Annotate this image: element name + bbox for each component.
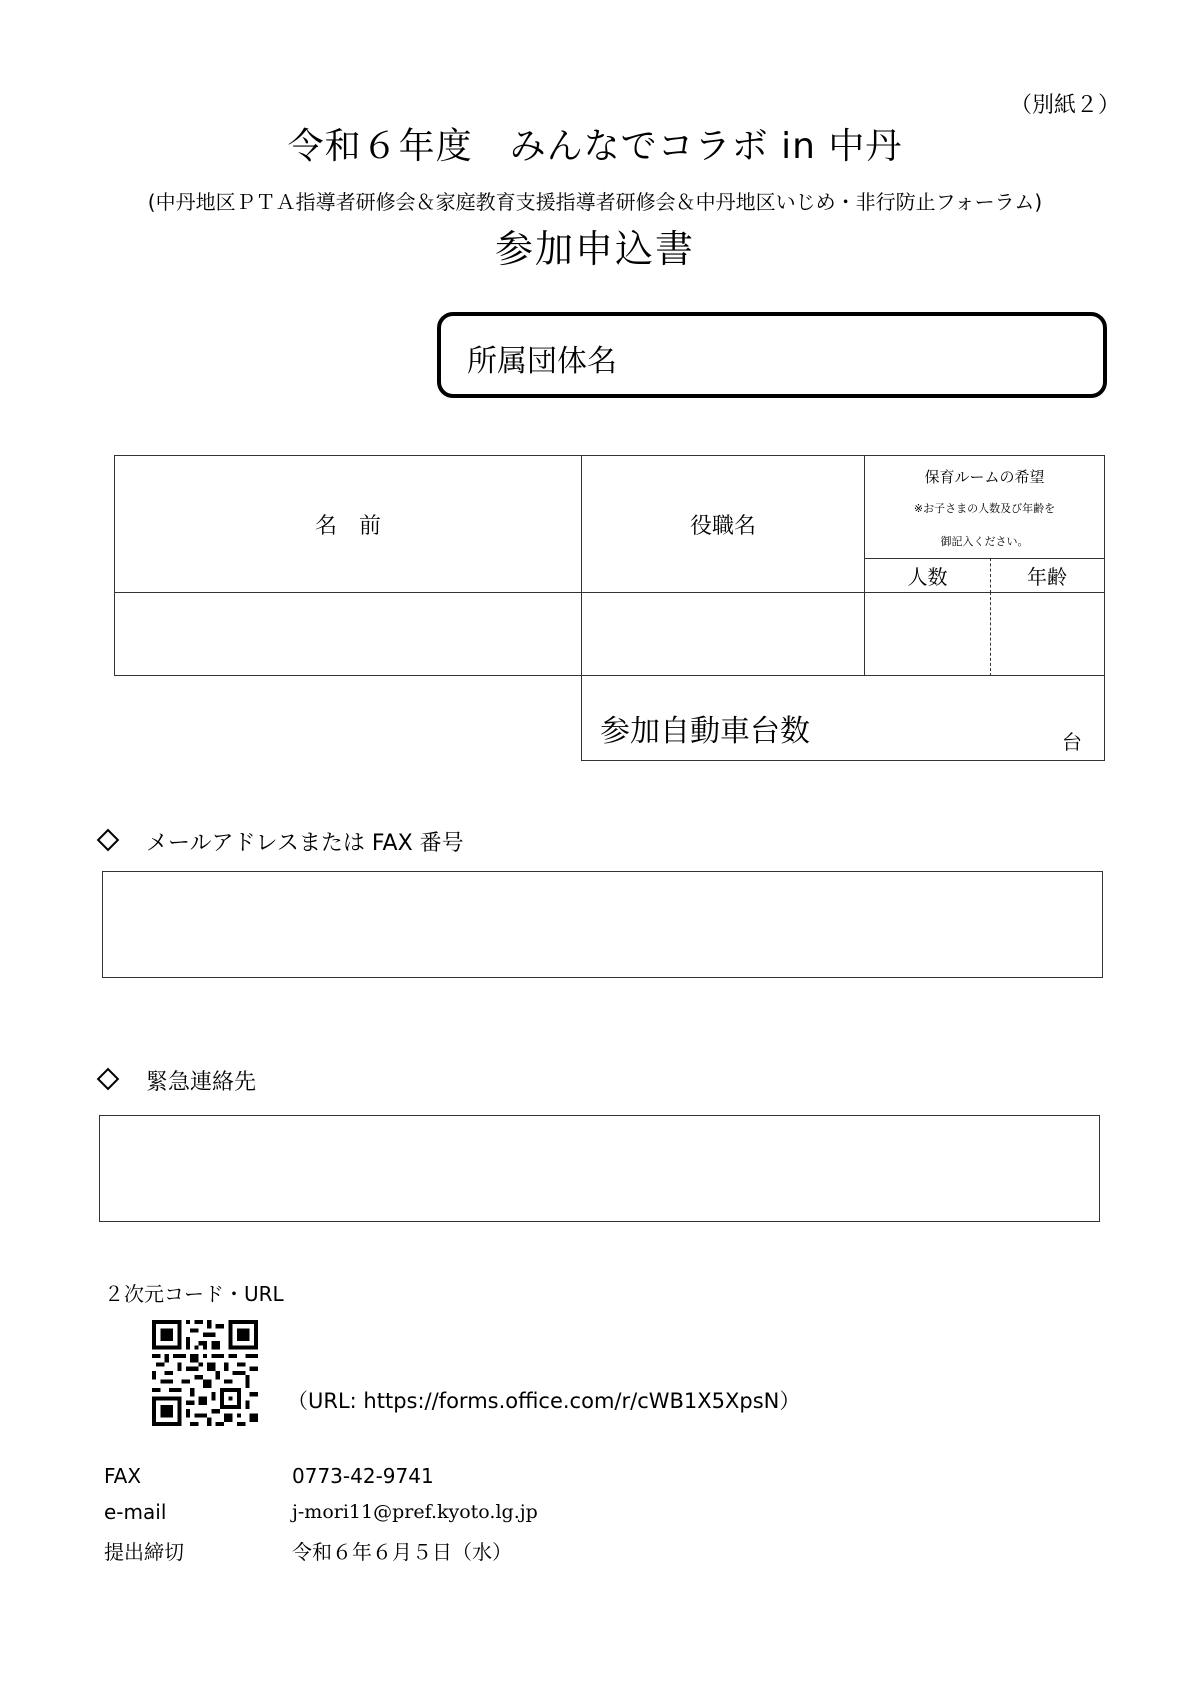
organization-label: 所属団体名 xyxy=(467,344,617,379)
organization-field[interactable] xyxy=(437,312,1107,398)
count-header-cell xyxy=(864,558,991,593)
name-input-cell[interactable] xyxy=(114,592,582,676)
emergency-input-box[interactable] xyxy=(99,1115,1100,1222)
position-header: 役職名 xyxy=(689,513,756,539)
position-header-cell xyxy=(581,455,865,593)
fax-label: FAX xyxy=(104,1464,142,1488)
child-count-input-cell[interactable] xyxy=(864,592,991,676)
page-subtitle: (中丹地区ＰＴＡ指導者研修会＆家庭教育支援指導者研修会＆中丹地区いじめ・非行防止フォーラム) xyxy=(147,190,1043,214)
contact-label: メールアドレスまたは FAX 番号 xyxy=(146,831,464,856)
car-count-field[interactable] xyxy=(581,675,1105,761)
diamond-icon xyxy=(97,829,120,852)
qr-code-icon[interactable] xyxy=(152,1320,258,1426)
nursery-header-cell xyxy=(864,455,1105,559)
age-header-cell xyxy=(990,558,1105,593)
deadline-label: 提出締切 xyxy=(104,1540,184,1564)
age-header: 年齢 xyxy=(1027,565,1067,589)
fax-value: 0773-42-9741 xyxy=(292,1464,434,1488)
child-age-input-cell[interactable] xyxy=(990,592,1105,676)
nursery-note-line1: ※お子さまの人数及び年齢を xyxy=(913,502,1056,515)
position-input-cell[interactable] xyxy=(581,592,865,676)
page-title: 令和６年度 みんなでコラボ in 中丹 xyxy=(287,126,903,167)
emergency-section-heading xyxy=(100,1065,256,1096)
nursery-title: 保育ルームの希望 xyxy=(924,468,1045,486)
contact-section-heading xyxy=(100,826,464,857)
deadline-value: 令和６年６月５日（水） xyxy=(292,1540,512,1564)
qr-section-label: ２次元コード・URL xyxy=(104,1282,284,1306)
email-label: e-mail xyxy=(104,1500,167,1524)
diamond-icon xyxy=(97,1068,120,1091)
car-count-unit: 台 xyxy=(1062,730,1082,754)
form-url-link[interactable]: （URL: https://forms.office.com/r/cWB1X5XpsN） xyxy=(287,1389,801,1413)
contact-input-box[interactable] xyxy=(102,871,1103,978)
annex-note: （別紙２） xyxy=(1010,93,1121,118)
email-value[interactable]: j-mori11@pref.kyoto.lg.jp xyxy=(292,1501,538,1523)
name-header-cell xyxy=(114,455,582,593)
form-title: 参加申込書 xyxy=(494,227,695,271)
emergency-label: 緊急連絡先 xyxy=(146,1070,257,1095)
car-count-label: 参加自動車台数 xyxy=(600,714,810,749)
count-header: 人数 xyxy=(907,565,948,589)
name-header: 名 前 xyxy=(314,513,381,539)
nursery-note-line2: 御記入ください。 xyxy=(940,535,1029,548)
